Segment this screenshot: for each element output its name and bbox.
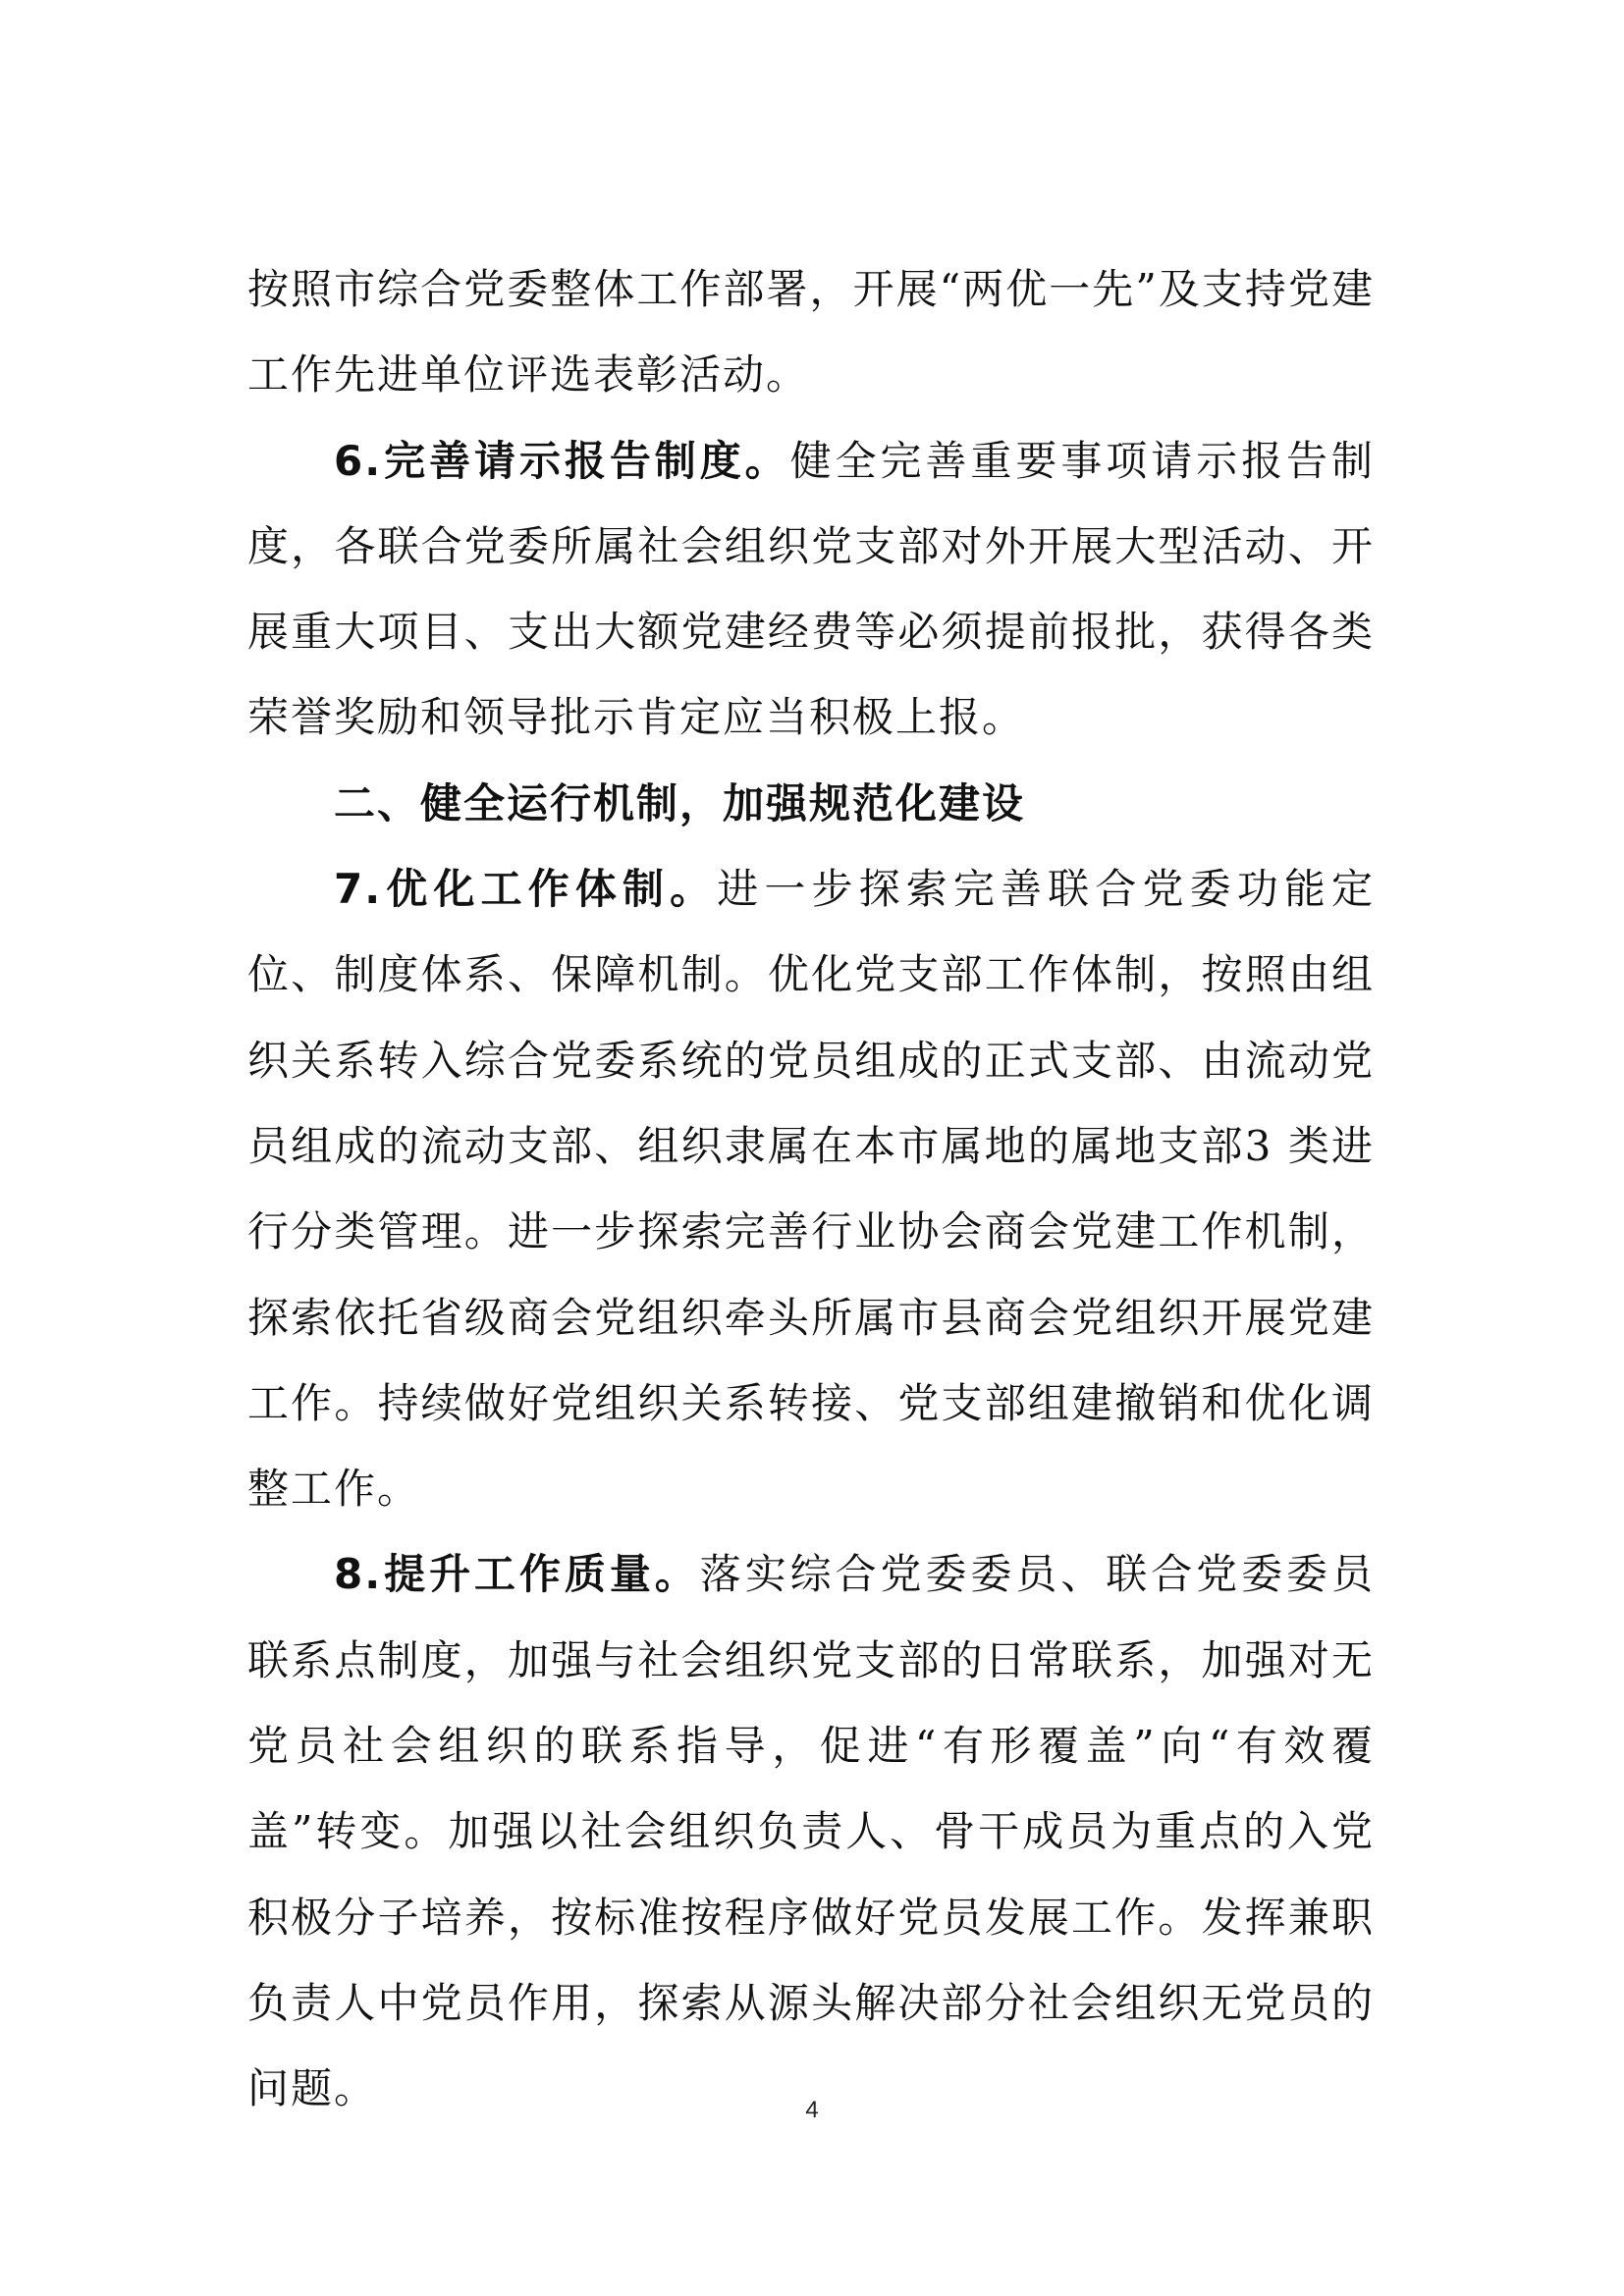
paragraph-text: 健全完善重要事项请示报告制度，各联合党委所属社会组织党支部对外开展大型活动、开展重大项目、支出大额党建经费等必须提前报批，获得各类荣誉奖励和领导批示肯定应当积极上报。 bbox=[247, 436, 1375, 742]
item-lead-heading: 8.提升工作质量。 bbox=[334, 1550, 700, 1599]
section-heading: 二、健全运行机制，加强规范化建设 bbox=[334, 778, 1026, 828]
paragraph-item-7 bbox=[247, 846, 1375, 1531]
item-lead-heading: 7.优化工作体制。 bbox=[334, 865, 718, 914]
document-body bbox=[247, 246, 1375, 2132]
item-lead-heading: 6.完善请示报告制度。 bbox=[334, 436, 790, 485]
paragraph-item-8 bbox=[247, 1531, 1375, 2131]
paragraph-text: 进一步探索完善联合党委功能定位、制度体系、保障机制。优化党支部工作体制，按照由组织关系转入综合党委系统的党员组成的正式支部、由流动党员组成的流动支部、组织隶属在本市属地的属地支部3 类进行分类管理。进一步探索完善行业协会商会党建工作机制，探索依托省级商会党组织牵头所属市县商会党组织开展党建工作。持续做好党组织关系转接、党支部组建撤销和优化调整工作。 bbox=[247, 865, 1375, 1514]
paragraph-text: 按照市综合党委整体工作部署，开展“两优一先”及支持党建工作先进单位评选表彰活动。 bbox=[247, 265, 1375, 400]
paragraph-text: 落实综合党委委员、联合党委委员联系点制度，加强与社会组织党支部的日常联系，加强对无党员社会组织的联系指导，促进“有形覆盖”向“有效覆盖”转变。加强以社会组织负责人、骨干成员为重点的入党积极分子培养，按标准按程序做好党员发展工作。发挥兼职负责人中党员作用，探索从源头解决部分社会组织无党员的问题。 bbox=[247, 1550, 1375, 2113]
page-number: 4 bbox=[805, 2097, 819, 2123]
paragraph-item-6 bbox=[247, 418, 1375, 761]
paragraph-continuation bbox=[247, 246, 1375, 418]
